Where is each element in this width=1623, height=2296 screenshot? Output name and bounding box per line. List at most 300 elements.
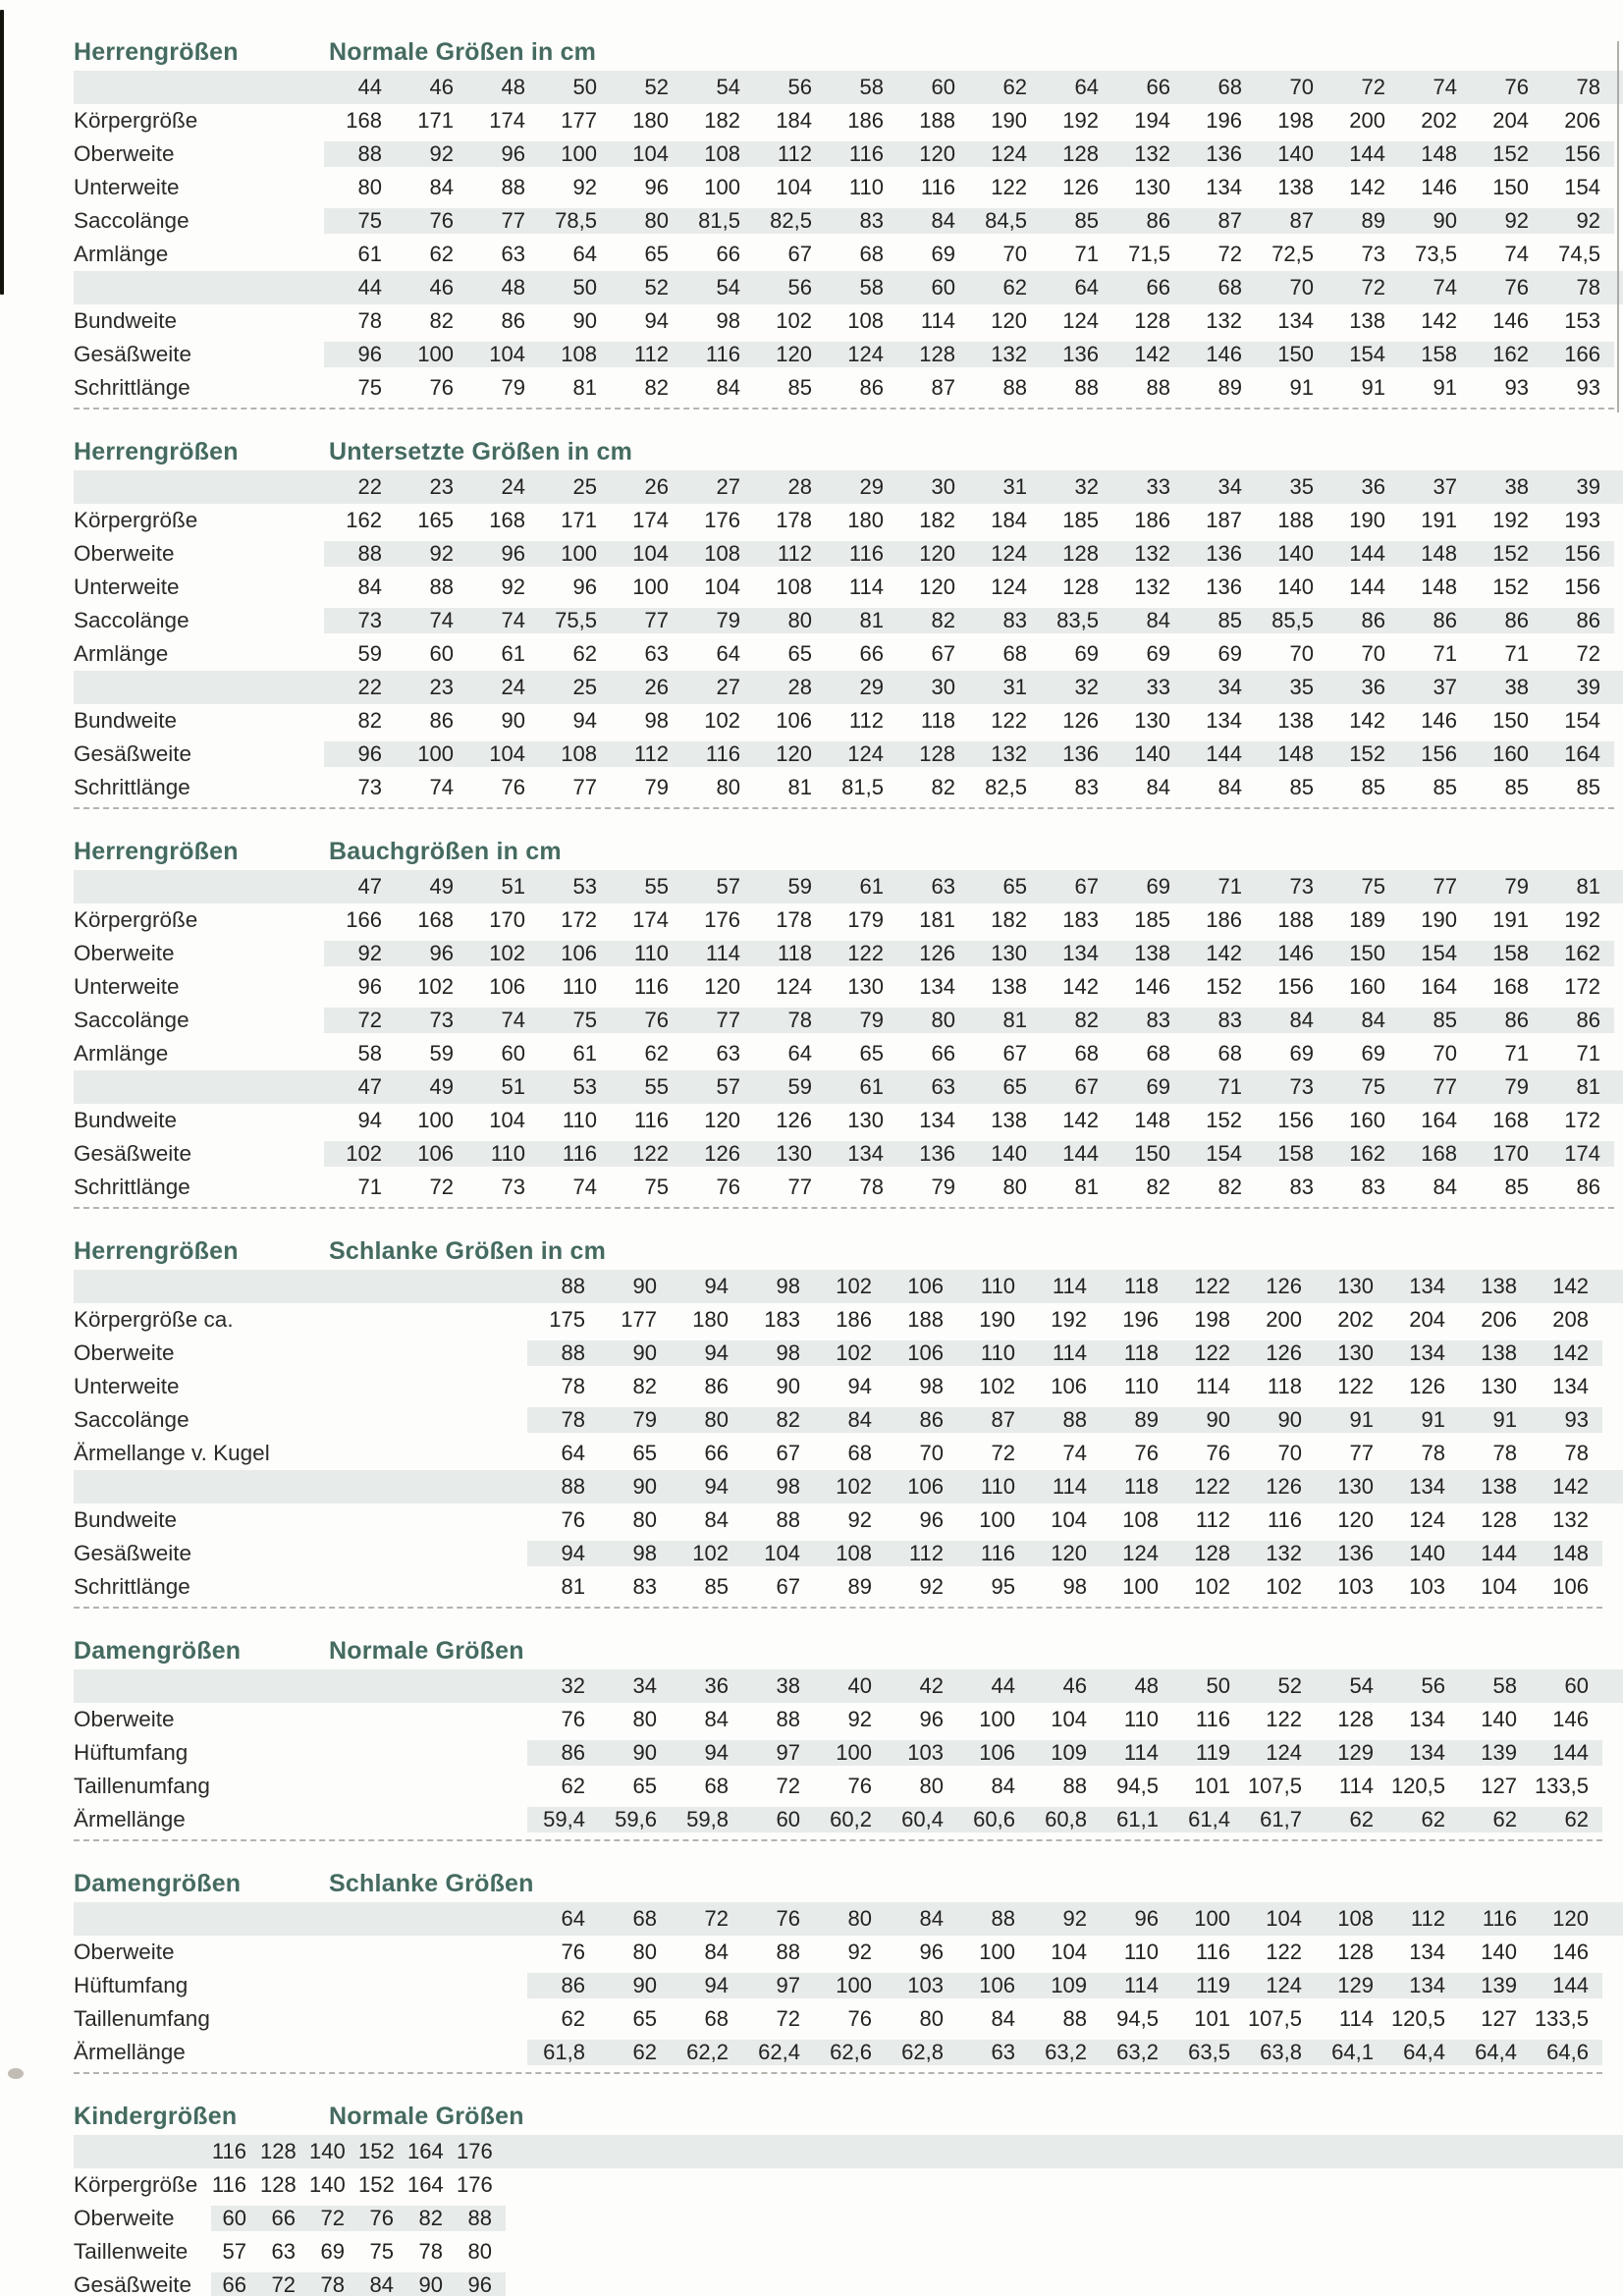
measure-value: 82 — [644, 375, 669, 400]
size-value: 66 — [1146, 75, 1170, 99]
measure-value: 102 — [1194, 1574, 1230, 1599]
measure-value: 74 — [1062, 1441, 1087, 1465]
size-value: 67 — [1074, 874, 1099, 899]
measure-value: 142 — [1062, 1108, 1099, 1132]
table-subtitle: Bauchgrößen in cm — [329, 837, 562, 865]
size-value: 69 — [1146, 874, 1170, 899]
measure-value: 83 — [1146, 1008, 1170, 1032]
measure-value: 100 — [704, 175, 740, 199]
row-values — [324, 907, 1614, 933]
measure-value: 152 — [1206, 974, 1242, 999]
row-label: Oberweite — [74, 141, 175, 166]
measure-value: 86 — [1146, 208, 1170, 233]
measure-value: 74 — [501, 608, 525, 632]
measure-value: 122 — [991, 708, 1027, 733]
measure-value: 100 — [417, 1108, 454, 1132]
size-value: 61 — [859, 874, 884, 899]
measure-value: 138 — [1349, 308, 1385, 333]
measure-value: 86 — [501, 308, 525, 333]
scan-edge-artifact — [0, 10, 4, 295]
row-values — [211, 2172, 506, 2198]
measure-value: 78,5 — [555, 208, 597, 233]
size-value: 25 — [572, 474, 597, 499]
measure-value: 81 — [1074, 1175, 1099, 1199]
row-label: Schrittlänge — [74, 775, 190, 799]
measure-value: 130 — [991, 941, 1027, 965]
measure-value: 80 — [644, 208, 669, 233]
measure-value: 114 — [1338, 2006, 1374, 2031]
measure-value: 116 — [562, 1141, 597, 1166]
size-value: 55 — [644, 1074, 669, 1099]
row-values — [324, 1008, 1614, 1033]
measure-value: 98 — [644, 708, 669, 733]
measure-value: 87 — [1289, 208, 1314, 233]
measure-value: 139 — [1481, 1740, 1517, 1765]
table-subtitle: Normale Größen — [329, 1636, 524, 1665]
measure-value: 116 — [1195, 1940, 1230, 1964]
measure-value: 184 — [991, 508, 1027, 532]
measure-value: 192 — [1492, 508, 1529, 532]
measure-value: 128 — [1062, 541, 1099, 566]
measure-value: 127 — [1481, 1774, 1517, 1798]
measure-value: 118 — [1123, 1340, 1159, 1365]
measure-value: 70 — [1002, 242, 1027, 266]
size-value: 35 — [1289, 474, 1314, 499]
measure-value: 75 — [357, 208, 382, 233]
measure-value: 156 — [1564, 541, 1600, 566]
measure-value: 92 — [847, 1707, 872, 1731]
table-title-row — [74, 2098, 1623, 2135]
measure-value: 70 — [1361, 641, 1385, 666]
measure-value: 78 — [787, 1008, 812, 1032]
measure-value: 144 — [1552, 1973, 1589, 1997]
size-value: 34 — [1217, 675, 1242, 699]
measure-value: 91 — [1361, 375, 1385, 400]
size-value: 114 — [1052, 1274, 1087, 1298]
size-table — [74, 1232, 1623, 1609]
measure-value: 88 — [1062, 1407, 1087, 1432]
measure-value: 78 — [418, 2239, 443, 2264]
measure-row — [74, 1770, 1623, 1803]
measure-value: 106 — [561, 941, 597, 965]
measure-value: 183 — [1062, 907, 1099, 932]
measure-value: 116 — [920, 175, 955, 199]
measure-value: 124 — [991, 141, 1027, 166]
row-label: Hüftumfang — [74, 1740, 189, 1765]
row-values — [324, 708, 1614, 734]
measure-value: 124 — [1266, 1973, 1302, 1997]
size-value: 48 — [501, 275, 525, 300]
measure-value: 162 — [1564, 941, 1600, 965]
measure-value: 96 — [919, 1507, 944, 1532]
measure-value: 102 — [776, 308, 812, 333]
measure-value: 106 — [907, 1340, 944, 1365]
size-value: 128 — [260, 2139, 297, 2163]
measure-value: 61,7 — [1260, 1807, 1302, 1831]
measure-value: 114 — [920, 308, 955, 333]
measure-value: 90 — [1206, 1407, 1230, 1432]
measure-value: 66 — [271, 2206, 296, 2230]
measure-value: 96 — [919, 1940, 944, 1964]
measure-value: 140 — [1409, 1541, 1445, 1565]
measure-row — [74, 637, 1623, 671]
row-label: Saccolänge — [74, 1008, 189, 1032]
measure-value: 96 — [501, 141, 525, 166]
measure-value: 80 — [467, 2239, 492, 2264]
measure-value: 186 — [836, 1307, 872, 1332]
measure-value: 63,2 — [1116, 2040, 1159, 2064]
size-table — [74, 433, 1623, 809]
measure-value: 175 — [549, 1307, 585, 1332]
measure-value: 81 — [561, 1574, 585, 1599]
measure-value: 91 — [1492, 1407, 1517, 1432]
sizes-row — [74, 1270, 1623, 1303]
measure-value: 184 — [776, 108, 812, 133]
measure-value: 77 — [716, 1008, 740, 1032]
measure-value: 83 — [1217, 1008, 1242, 1032]
measure-value: 77 — [644, 608, 669, 632]
size-table — [74, 833, 1623, 1209]
measure-value: 164 — [1421, 1108, 1457, 1132]
row-label: Oberweite — [74, 941, 175, 965]
size-value: 118 — [1123, 1474, 1159, 1499]
measure-value: 60 — [501, 1041, 525, 1066]
measure-value: 80 — [632, 1940, 657, 1964]
size-value: 130 — [1337, 1274, 1374, 1298]
measure-value: 66 — [704, 1441, 729, 1465]
row-values — [324, 1041, 1614, 1066]
measure-value: 68 — [704, 2006, 729, 2031]
measure-value: 124 — [991, 574, 1027, 599]
row-values — [324, 941, 1614, 966]
measure-value: 84 — [931, 208, 955, 233]
measure-value: 180 — [692, 1307, 729, 1332]
measure-value: 119 — [1195, 1973, 1230, 1997]
size-value: 68 — [1217, 75, 1242, 99]
measure-value: 69 — [1361, 1041, 1385, 1066]
measure-value: 112 — [633, 741, 669, 766]
measure-value: 86 — [859, 375, 884, 400]
measure-value: 90 — [632, 1740, 657, 1765]
measure-value: 176 — [704, 508, 740, 532]
measure-value: 83 — [632, 1574, 657, 1599]
measure-value: 91 — [1421, 1407, 1445, 1432]
size-value: 36 — [704, 1673, 729, 1698]
measure-value: 112 — [908, 1541, 944, 1565]
measure-value: 75,5 — [555, 608, 597, 632]
measure-value: 76 — [847, 2006, 872, 2031]
measure-value: 88 — [357, 141, 382, 166]
size-value: 79 — [1504, 874, 1529, 899]
measure-value: 142 — [1206, 941, 1242, 965]
measure-value: 64 — [572, 242, 597, 266]
size-value: 27 — [716, 675, 740, 699]
measure-value: 89 — [1134, 1407, 1159, 1432]
row-values — [527, 1474, 1602, 1500]
size-value: 60 — [931, 275, 955, 300]
row-label: Taillenumfang — [74, 1774, 210, 1798]
measure-value: 146 — [1492, 308, 1529, 333]
measure-value: 146 — [1421, 708, 1457, 733]
row-values — [211, 2206, 506, 2231]
measure-value: 85 — [1074, 208, 1099, 233]
measure-value: 136 — [1062, 741, 1099, 766]
sizes-row — [74, 1902, 1623, 1936]
size-value: 63 — [931, 1074, 955, 1099]
measure-value: 138 — [1277, 708, 1314, 733]
table-bottom-divider — [74, 807, 1614, 809]
measure-value: 156 — [1564, 141, 1600, 166]
table-subtitle: Schlanke Größen — [329, 1869, 534, 1897]
measure-value: 132 — [1134, 141, 1170, 166]
size-value: 24 — [501, 474, 525, 499]
row-label: Ärmellange v. Kugel — [74, 1441, 270, 1465]
size-value: 84 — [919, 1906, 944, 1931]
measure-value: 88 — [467, 2206, 492, 2230]
measure-value: 130 — [847, 1108, 884, 1132]
size-value: 116 — [211, 2139, 246, 2163]
size-value: 40 — [847, 1673, 872, 1698]
measure-row — [74, 238, 1623, 271]
measure-value: 104 — [1051, 1707, 1087, 1731]
row-values — [324, 574, 1614, 600]
measure-value: 134 — [1409, 1707, 1445, 1731]
measure-value: 148 — [1552, 1541, 1589, 1565]
measure-value: 76 — [501, 775, 525, 799]
measure-value: 94 — [704, 1973, 729, 1997]
measure-value: 90 — [776, 1374, 800, 1398]
measure-row — [74, 1570, 1623, 1604]
measure-value: 80 — [931, 1008, 955, 1032]
size-value: 98 — [776, 1274, 800, 1298]
measure-value: 88 — [1002, 375, 1027, 400]
measure-value: 79 — [931, 1175, 955, 1199]
measure-value: 110 — [633, 941, 669, 965]
measure-value: 64,4 — [1475, 2040, 1517, 2064]
size-value: 31 — [1002, 675, 1027, 699]
row-label: Bundweite — [74, 708, 178, 733]
measure-value: 116 — [211, 2172, 246, 2197]
measure-value: 69 — [1074, 641, 1099, 666]
measure-row — [74, 2036, 1623, 2069]
measure-value: 82,5 — [770, 208, 812, 233]
row-values — [527, 2006, 1602, 2032]
measure-value: 71 — [1074, 242, 1099, 266]
measure-value: 63 — [501, 242, 525, 266]
size-value: 112 — [1410, 1906, 1445, 1931]
measure-value: 112 — [848, 708, 884, 733]
size-value: 34 — [632, 1673, 657, 1698]
measure-row — [74, 604, 1623, 637]
measure-value: 75 — [369, 2239, 394, 2264]
measure-value: 87 — [1217, 208, 1242, 233]
measure-value: 63,8 — [1260, 2040, 1302, 2064]
size-tables — [74, 33, 1623, 2296]
table-bottom-divider — [74, 408, 1614, 410]
measure-row — [74, 504, 1623, 537]
measure-value: 140 — [1277, 141, 1314, 166]
measure-value: 88 — [776, 1507, 800, 1532]
sizes-row — [74, 1669, 1623, 1703]
size-value: 77 — [1433, 1074, 1457, 1099]
measure-value: 142 — [1062, 974, 1099, 999]
row-values — [324, 141, 1614, 167]
measure-value: 188 — [1277, 508, 1314, 532]
row-values — [527, 1407, 1602, 1433]
measure-value: 186 — [1134, 508, 1170, 532]
measure-value: 196 — [1122, 1307, 1159, 1332]
measure-value: 73 — [357, 775, 382, 799]
measure-value: 84 — [1289, 1008, 1314, 1032]
measure-value: 148 — [1134, 1108, 1170, 1132]
size-value: 50 — [572, 75, 597, 99]
measure-value: 190 — [979, 1307, 1015, 1332]
size-value: 76 — [1504, 75, 1529, 99]
measure-value: 172 — [561, 907, 597, 932]
measure-value: 114 — [1123, 1973, 1159, 1997]
measure-value: 103 — [907, 1740, 944, 1765]
measure-value: 102 — [346, 1141, 382, 1166]
size-value: 46 — [1062, 1673, 1087, 1698]
measure-value: 60 — [429, 641, 454, 666]
size-value: 54 — [1349, 1673, 1374, 1698]
size-value: 104 — [1266, 1906, 1302, 1931]
measure-value: 80 — [919, 2006, 944, 2031]
size-value: 59 — [787, 1074, 812, 1099]
measure-value: 101 — [1194, 2006, 1230, 2031]
size-value: 30 — [931, 474, 955, 499]
measure-value: 153 — [1564, 308, 1600, 333]
measure-value: 102 — [692, 1541, 729, 1565]
size-value: 56 — [787, 275, 812, 300]
measure-value: 64 — [561, 1441, 585, 1465]
row-label: Unterweite — [74, 1374, 180, 1398]
size-value: 36 — [1361, 474, 1385, 499]
measure-row — [74, 571, 1623, 604]
sizes-row — [74, 71, 1623, 104]
size-value: 108 — [1337, 1906, 1374, 1931]
measure-value: 118 — [777, 941, 812, 965]
measure-value: 136 — [1206, 541, 1242, 566]
measure-value: 80 — [1002, 1175, 1027, 1199]
measure-value: 192 — [1062, 108, 1099, 133]
size-table — [74, 2098, 1623, 2296]
measure-row — [74, 137, 1623, 171]
row-values — [324, 775, 1614, 800]
row-values — [324, 308, 1614, 334]
measure-value: 129 — [1337, 1973, 1374, 1997]
measure-value: 128 — [1062, 574, 1099, 599]
row-values — [527, 1441, 1602, 1466]
measure-value: 67 — [787, 242, 812, 266]
measure-value: 104 — [704, 574, 740, 599]
row-label: Gesäßweite — [74, 2272, 192, 2296]
measure-row — [74, 1437, 1623, 1470]
measure-value: 62 — [1349, 1807, 1374, 1831]
measure-value: 100 — [979, 1507, 1015, 1532]
measure-value: 62,8 — [901, 2040, 944, 2064]
size-value: 94 — [704, 1274, 729, 1298]
measure-value: 62 — [644, 1041, 669, 1066]
size-value: 77 — [1433, 874, 1457, 899]
size-value: 53 — [572, 1074, 597, 1099]
size-value: 130 — [1337, 1474, 1374, 1499]
measure-value: 130 — [1481, 1374, 1517, 1398]
measure-row — [74, 1303, 1623, 1337]
measure-value: 106 — [1051, 1374, 1087, 1398]
measure-value: 96 — [357, 741, 382, 766]
measure-value: 152 — [1492, 541, 1529, 566]
measure-value: 100 — [561, 141, 597, 166]
measure-value: 140 — [1134, 741, 1170, 766]
size-value: 39 — [1576, 474, 1600, 499]
row-values — [324, 508, 1614, 533]
measure-row — [74, 937, 1623, 970]
measure-row — [74, 903, 1623, 937]
measure-value: 168 — [346, 108, 382, 133]
measure-value: 134 — [919, 1108, 955, 1132]
measure-value: 194 — [1134, 108, 1170, 133]
measure-value: 80 — [716, 775, 740, 799]
measure-value: 65 — [632, 1774, 657, 1798]
measure-row — [74, 2002, 1623, 2036]
measure-value: 102 — [417, 974, 454, 999]
measure-value: 74 — [429, 775, 454, 799]
measure-value: 144 — [1552, 1740, 1589, 1765]
size-value: 80 — [847, 1906, 872, 1931]
measure-value: 71 — [1504, 641, 1529, 666]
measure-value: 140 — [1277, 541, 1314, 566]
row-label: Oberweite — [74, 541, 175, 566]
measure-value: 76 — [429, 375, 454, 400]
measure-value: 139 — [1481, 1973, 1517, 1997]
table-title-row — [74, 33, 1623, 71]
measure-value: 152 — [1492, 141, 1529, 166]
measure-value: 71 — [1576, 1041, 1600, 1066]
measure-value: 168 — [1492, 1108, 1529, 1132]
measure-value: 122 — [1266, 1940, 1302, 1964]
measure-value: 144 — [1481, 1541, 1517, 1565]
size-value: 90 — [632, 1474, 657, 1499]
size-value: 57 — [716, 874, 740, 899]
size-value: 59 — [787, 874, 812, 899]
measure-value: 140 — [991, 1141, 1027, 1166]
measure-value: 84 — [1361, 1008, 1385, 1032]
size-value: 55 — [644, 874, 669, 899]
row-label: Oberweite — [74, 1340, 175, 1365]
measure-value: 65 — [644, 242, 669, 266]
measure-value: 130 — [776, 1141, 812, 1166]
size-value: 50 — [1206, 1673, 1230, 1698]
measure-row — [74, 1037, 1623, 1070]
measure-value: 64,6 — [1546, 2040, 1589, 2064]
measure-value: 85 — [1433, 1008, 1457, 1032]
measure-value: 128 — [1337, 1940, 1374, 1964]
measure-value: 82 — [1217, 1175, 1242, 1199]
size-value: 54 — [716, 275, 740, 300]
measure-value: 144 — [1349, 141, 1385, 166]
measure-value: 100 — [417, 741, 454, 766]
measure-value: 190 — [991, 108, 1027, 133]
size-value: 72 — [1361, 275, 1385, 300]
measure-value: 104 — [489, 1108, 525, 1132]
row-values — [527, 1541, 1602, 1566]
measure-value: 114 — [1195, 1374, 1230, 1398]
measure-value: 98 — [716, 308, 740, 333]
row-values — [324, 1074, 1614, 1100]
table-subtitle: Normale Größen in cm — [329, 37, 597, 66]
measure-value: 150 — [1492, 708, 1529, 733]
